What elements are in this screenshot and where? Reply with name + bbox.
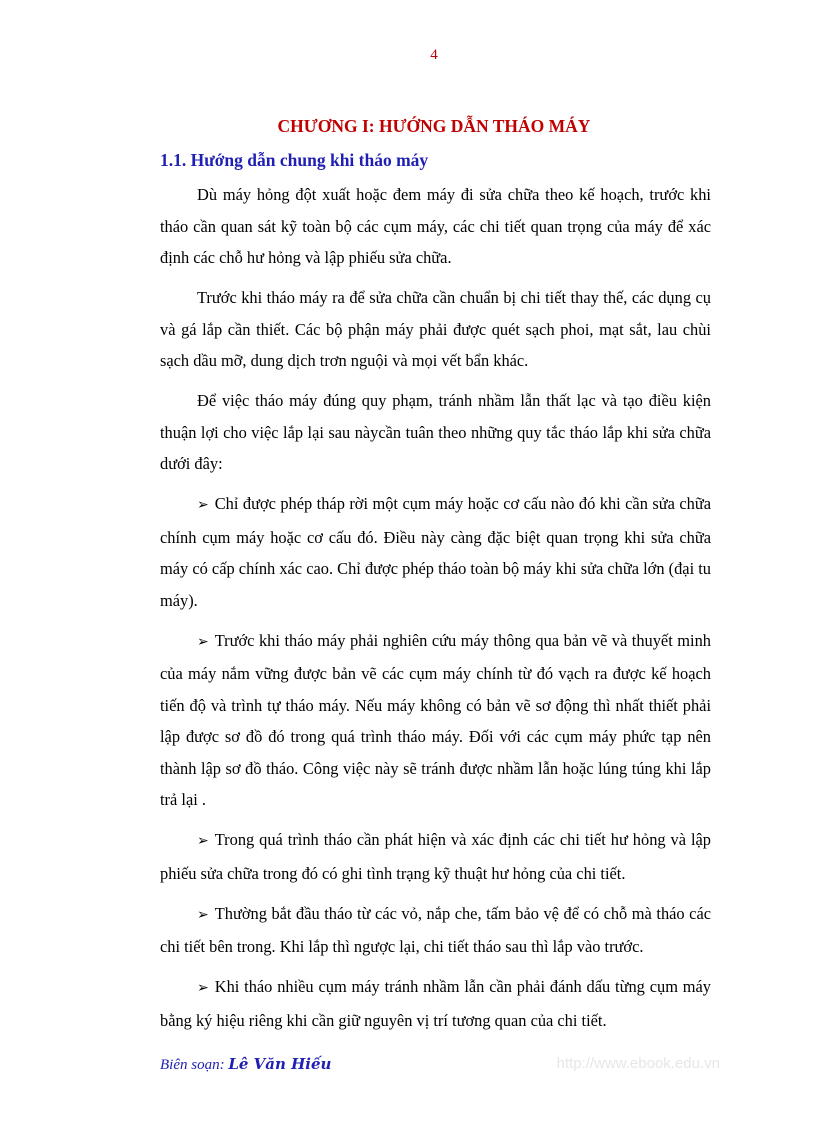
bullet-item xyxy=(160,971,711,1036)
page-number: 4 xyxy=(430,47,438,63)
bullet-item xyxy=(160,824,711,889)
paragraph: Để việc tháo máy đúng quy phạm, tránh nhầm lẫn thất lạc và tạo điều kiện thuận lợi cho việc lắp lại sau nàycần tuân theo những quy tắc tháo lắp khi sửa chữa dưới đây: xyxy=(160,391,711,473)
arrow-bullet-icon: ➢ xyxy=(197,498,209,513)
bullet-text: Chỉ được phép tháp rời một cụm máy hoặc cơ cấu nào đó khi cần sửa chữa chính cụm máy hoặc cơ cấu đó. Điều này càng đặc biệt quan trọng khi sửa chữa máy có cấp chính xác cao. Chỉ được phép tháo toàn bộ máy khi sửa chữa lớn (đại tu máy). xyxy=(160,494,711,610)
author-label: Biên soạn: xyxy=(160,1057,225,1073)
body-text xyxy=(160,179,711,1036)
arrow-bullet-icon: ➢ xyxy=(197,634,209,650)
bullet-item xyxy=(160,898,711,963)
footer-author xyxy=(160,1055,331,1074)
bullet-item xyxy=(160,625,711,816)
bullet-item xyxy=(160,488,711,616)
arrow-bullet-icon: ➢ xyxy=(197,834,209,849)
bullet-text: Khi tháo nhiều cụm máy tránh nhầm lẫn cần phải đánh dấu từng cụm máy bằng ký hiệu riêng khi cần giữ nguyên vị trí tương quan của chi tiết. xyxy=(160,977,711,1030)
bullet-text: Thường bắt đầu tháo từ các vỏ, nắp che, tấm bảo vệ để có chỗ mà tháo các chi tiết bên trong. Khi lắp thì ngược lại, chi tiết tháo sau thì lắp vào trước. xyxy=(160,903,711,956)
paragraph: Trước khi tháo máy ra để sửa chữa cần chuẩn bị chi tiết thay thế, các dụng cụ và gá lắp cần thiết. Các bộ phận máy phải được quét sạch phoi, mạt sắt, lau chùi sạch dầu mỡ, dung dịch trơn nguội và mọi vết bẩn khác. xyxy=(160,288,711,370)
author-name: Lê Văn Hiếu xyxy=(228,1055,332,1073)
paragraph: Dù máy hỏng đột xuất hoặc đem máy đi sửa chữa theo kế hoạch, trước khi tháo cần quan sát kỹ toàn bộ các cụm máy, các chi tiết quan trọng của máy để xác định các chỗ hư hỏng và lập phiếu sửa chữa. xyxy=(160,185,711,267)
footer-url-watermark: http://www.ebook.edu.vn xyxy=(556,1055,720,1072)
chapter-title: CHƯƠNG I: HƯỚNG DẪN THÁO MÁY xyxy=(277,116,591,136)
bullet-text: Trước khi tháo máy phải nghiên cứu máy thông qua bản vẽ và thuyết minh của máy nắm vững được bản vẽ các cụm máy chính từ đó vạch ra được kế hoạch tiến độ và trình tự tháo máy. Nếu máy không có bản vẽ sơ động thì nhất thiết phải lập được sơ đồ đó trong quá trình tháo máy. Đối với các cụm máy phức tạp nên thành lập sơ đồ tháo. Công việc này sẽ tránh được nhầm lẫn hoặc lúng túng khi lắp trả lại . xyxy=(160,630,711,809)
arrow-bullet-icon: ➢ xyxy=(197,981,209,996)
section-heading: 1.1. Hướng dẫn chung khi tháo máy xyxy=(160,150,429,170)
bullet-text: Trong quá trình tháo cần phát hiện và xác định các chi tiết hư hỏng và lập phiếu sửa chữa trong đó có ghi tình trạng kỹ thuật hư hỏng của chi tiết. xyxy=(160,830,711,883)
arrow-bullet-icon: ➢ xyxy=(197,907,209,923)
